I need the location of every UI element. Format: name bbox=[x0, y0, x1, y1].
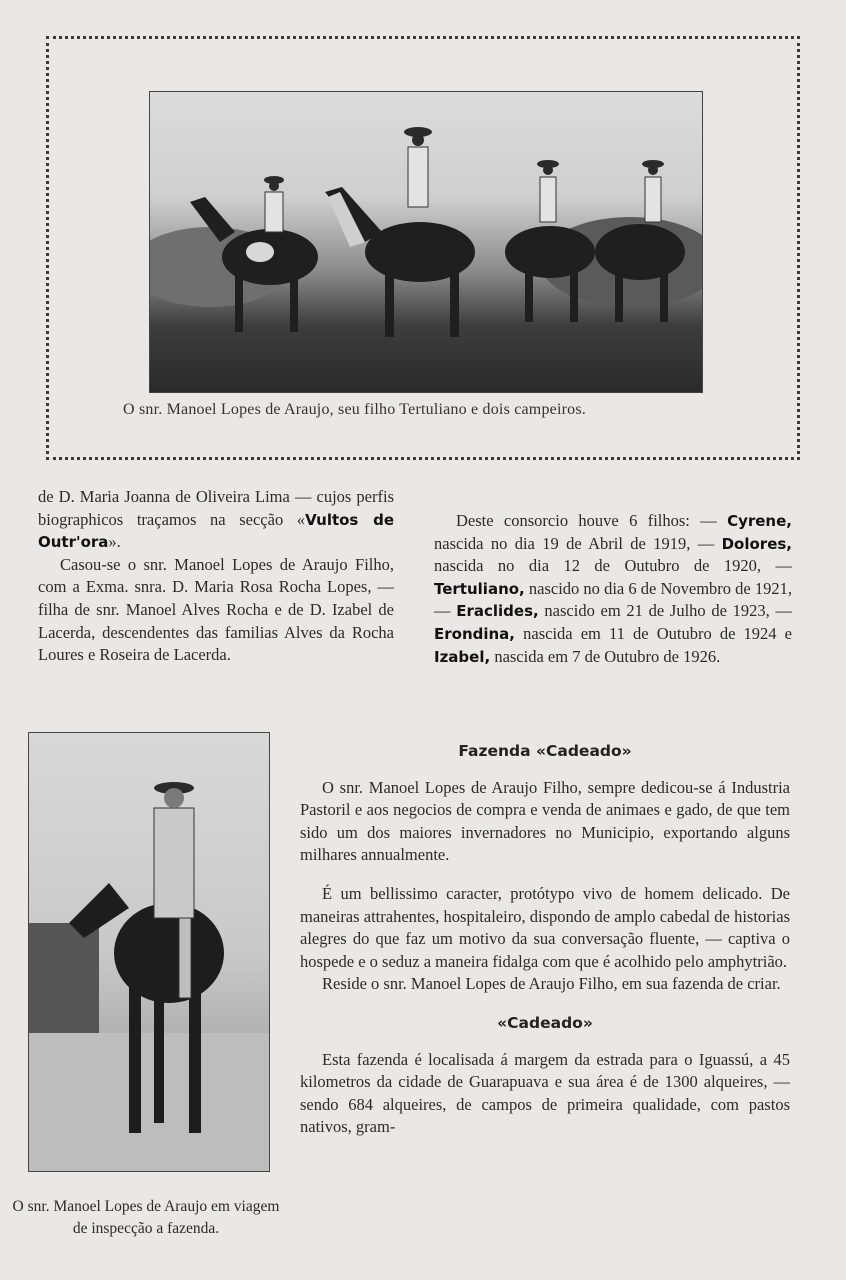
cadeado-heading: «Cadeado» bbox=[497, 1013, 593, 1032]
top-photo-frame bbox=[46, 36, 800, 460]
child-text-3: nascido no dia 6 de Novembro de 1921, — bbox=[434, 578, 792, 621]
fazenda-paragraph-2: É um bellissimo caracter, protótypo vivo de homem delicado. De maneiras attrahentes, hospitaleiro, dispondo de amplo cabedal de historias alegres do que faz um motivo da sua conversação fluente, — captiva o hospede e o seduz a maneira fidalga com que é acolhido pelo amphytrião. bbox=[300, 883, 790, 971]
fazenda-heading: Fazenda «Cadeado» bbox=[458, 742, 632, 760]
child-name-erondina: Erondina, bbox=[434, 624, 516, 643]
child-text-4: nascido em 21 de Julho de 1923, — bbox=[538, 601, 792, 621]
left-p1-end: ». bbox=[108, 532, 121, 552]
left-p1-text: de D. Maria Joanna de Oliveira Lima — cujos perfis biographicos traçamos na secção « bbox=[38, 487, 394, 529]
top-photo-caption: O snr. Manoel Lopes de Araujo, seu filho Tertuliano e dois campeiros. bbox=[123, 401, 586, 418]
child-text-5: nascida em 11 de Outubro de 1924 e bbox=[515, 623, 792, 643]
horsemen-photo bbox=[149, 91, 703, 393]
children-intro: Deste consorcio houve 6 filhos: — bbox=[456, 511, 728, 530]
child-name-eraclides: Eraclides, bbox=[456, 602, 539, 621]
child-name-dolores: Dolores, bbox=[721, 534, 792, 553]
child-name-tertuliano: Tertuliano, bbox=[434, 579, 525, 598]
side-photo-caption: O snr. Manoel Lopes de Araujo em viagem de inspecção a fazenda. bbox=[12, 1198, 280, 1237]
children-paragraph bbox=[434, 510, 792, 668]
child-name-izabel: Izabel, bbox=[434, 647, 491, 666]
fazenda-column bbox=[300, 740, 790, 1139]
left-column-text bbox=[38, 486, 394, 667]
rider-illustration bbox=[29, 733, 269, 1171]
child-text-6: nascida em 7 de Outubro de 1926. bbox=[490, 646, 721, 666]
rider-inspection-photo bbox=[28, 732, 270, 1172]
fazenda-paragraph-1: O snr. Manoel Lopes de Araujo Filho, sempre dedicou-se á Industria Pastoril e aos negocios de compra e venda de animaes e gado, de que tem sido um dos maiores invernadores no Municipio, exportando alguns milhares annualmente. bbox=[300, 777, 790, 865]
cadeado-paragraph-1: Esta fazenda é localisada á margem da estrada para o Iguassú, a 45 kilometros da cidade de Guarapuava e sua área é de 1300 alqueires, — sendo 684 alqueires, de campos de primeira qualidade, com pastos nativos, gram- bbox=[300, 1049, 790, 1137]
child-text-1: nascida no dia 19 de Abril de 1919, — bbox=[434, 533, 722, 553]
child-text-2: nascida no dia 12 de Outubro de 1920, — bbox=[434, 556, 792, 576]
fazenda-paragraph-3: Reside o snr. Manoel Lopes de Araujo Filho, em sua fazenda de criar. bbox=[322, 974, 781, 994]
child-name-cyrene: Cyrene, bbox=[727, 512, 792, 530]
right-column-text bbox=[434, 510, 792, 668]
vultos-section-name: Vultos de Outr'ora bbox=[38, 510, 394, 552]
horsemen-illustration bbox=[150, 92, 702, 392]
left-paragraph-1 bbox=[38, 486, 394, 554]
left-paragraph-2: Casou-se o snr. Manoel Lopes de Araujo Filho, com a Exma. snra. D. Maria Rosa Rocha Lopes, — filha de snr. Manoel Alves Rocha e de D. Izabel de Lacerda, descendentes das familias Alves da Rocha Loures e Roseira de Lacerda. bbox=[38, 554, 394, 665]
